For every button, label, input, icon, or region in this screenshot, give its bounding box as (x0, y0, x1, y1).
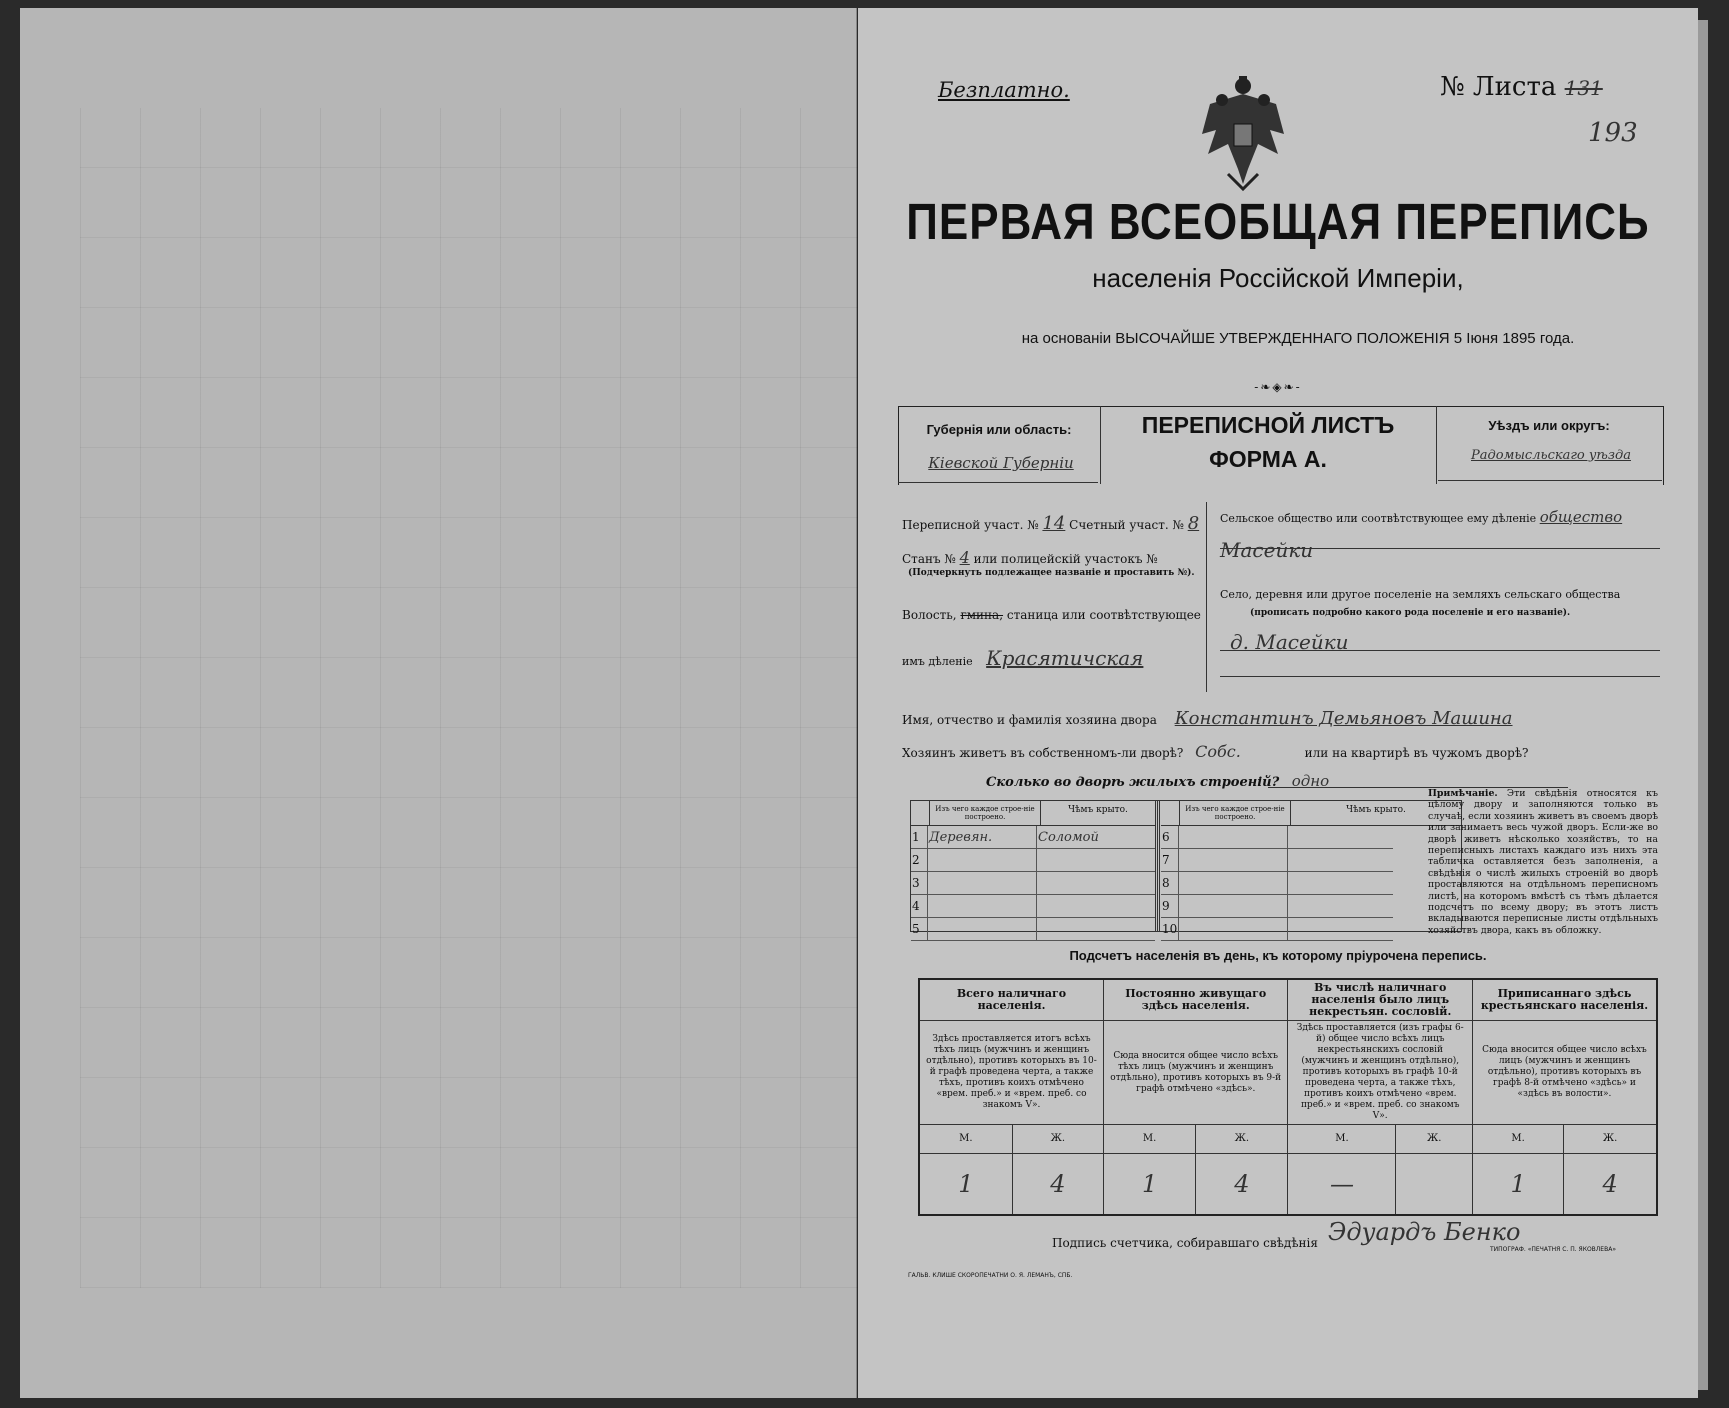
sheet-no-text: № Листа (1440, 72, 1557, 102)
count-value: 1 (1472, 1154, 1563, 1216)
census-section-field (902, 513, 1199, 534)
rule (1438, 480, 1662, 481)
material-header: Изъ чего каждое строе-ніе построено. (930, 801, 1041, 825)
village-value: д. Масейки (1230, 630, 1349, 654)
stan-value: 4 (959, 548, 970, 567)
count-value: — (1288, 1154, 1396, 1216)
note-text: Эти свѣдѣнія относятся къ цѣлому двору и заполняются только въ случаѣ, если хозяинъ живетъ въ своемъ дворѣ или занимаетъ весь чужой дворъ. Если-же во дворѣ живетъ нѣсколько хозяйствъ, то на переписныхъ листахъ каждаго изъ нихъ эта табличка оставляется безъ заполненія, а свѣдѣнія о числѣ жилыхъ строеній во дворѣ проставляются на отдѣльномъ переписномъ листѣ, на которомъ вмѣстѣ съ тѣмъ дѣлается подсчетъ по всему двору; въ этотъ листъ вкладываются переписные листы отдѣльныхъ хозяйствъ двора, какъ въ обложку. (1428, 788, 1658, 936)
count-value: 4 (1196, 1154, 1288, 1216)
sheet-title-2: ФОРМА А. (1209, 446, 1327, 472)
gmina-label: гмина, (960, 608, 1004, 622)
count-value: 1 (919, 1154, 1012, 1216)
volost-label: Волость, (902, 608, 957, 622)
stan-note: (Подчеркнуть подлежащее названіе и проставить №). (908, 568, 1195, 578)
table-row: 3 (911, 872, 1155, 895)
rule (1220, 650, 1660, 651)
count-value-row (919, 1154, 1657, 1216)
division-field (902, 646, 1143, 670)
ornament: -❧◈❧- (1254, 380, 1302, 394)
province-label: Губернія или область: (926, 422, 1072, 437)
count-value: 4 (1012, 1154, 1103, 1216)
double-headed-eagle-icon (1198, 74, 1288, 194)
volost-rest: станица или соотвѣтствующее (1006, 608, 1201, 622)
table-row: 2 (911, 849, 1155, 872)
village-label: Село, деревня или другое поселеніе на земляхъ сельскаго общества (1220, 588, 1621, 601)
sheet-title-1: ПЕРЕПИСНОЙ ЛИСТЪ (1141, 412, 1395, 438)
owner-name-field (902, 708, 1513, 729)
structures-rows-left (911, 826, 1155, 941)
rule (1220, 676, 1660, 677)
population-count-table (918, 978, 1658, 1216)
free-label: Безплатно. (938, 78, 1070, 102)
rule (1220, 548, 1660, 549)
form-main-title: ПЕРВАЯ ВСЕОБЩАЯ ПЕРЕПИСЬ (906, 194, 1650, 251)
page-edge (1698, 20, 1708, 1390)
province-value: Кіевской Губерніи (928, 454, 1074, 472)
buildings-label: Сколько во дворѣ жилыхъ строеній? (986, 775, 1280, 790)
left-page-blank (20, 8, 857, 1398)
count-title: Подсчетъ населенія въ день, къ которому пріурочена перепись. (1069, 948, 1487, 963)
roof-header: Чѣмъ крыто. (1346, 805, 1406, 815)
table-row: 8 (1161, 872, 1393, 895)
police-label: или полицейскій участокъ № (973, 552, 1158, 566)
society-value-1: общество (1539, 508, 1623, 526)
volost-value: Красятичская (986, 646, 1144, 670)
form-subtitle: населенія Россійской Имперіи, (1092, 263, 1464, 293)
district-value: Радомысльскаго уѣзда (1471, 448, 1631, 463)
owner-name-value: Константинъ Демьяновъ Машина (1174, 708, 1513, 729)
table-row: 9 (1161, 895, 1393, 918)
structures-table (910, 800, 1462, 936)
sheet-no-label (1440, 72, 1603, 102)
owner-lives-label: Хозяинъ живетъ въ собственномъ-ли дворѣ? (902, 746, 1184, 760)
count-value: 1 (1103, 1154, 1195, 1216)
table-row: 10 (1161, 918, 1393, 941)
buildings-value: одно (1291, 772, 1330, 790)
note-title: Примѣчаніе. (1428, 788, 1498, 799)
structures-note (1428, 788, 1658, 936)
census-section-label: Переписной участ. № (902, 518, 1039, 532)
table-row: 5 (911, 918, 1155, 941)
column-divider (1206, 502, 1207, 692)
society-field (1220, 508, 1622, 526)
division-label: имъ дѣленіе (902, 655, 973, 668)
roof-header: Чѣмъ крыто. (1068, 805, 1128, 815)
material-header: Изъ чего каждое строе-ніе построено. (1180, 801, 1291, 825)
structures-head-left (911, 801, 1155, 826)
rule (898, 482, 1098, 483)
count-value (1396, 1154, 1473, 1216)
census-form-page (858, 8, 1698, 1398)
volost-field (902, 608, 1201, 622)
owner-name-label: Имя, отчество и фамилія хозяина двора (902, 713, 1157, 727)
owner-rent-label: или на квартирѣ въ чужомъ дворѣ? (1304, 746, 1529, 760)
owner-lives-value: Собс. (1195, 742, 1241, 761)
divider (1159, 801, 1160, 931)
table-row: 6 (1161, 826, 1393, 849)
left-imprint: ГАЛЬВ. КЛИШЕ СКОРОПЕЧАТНИ О. Я. ЛЕМАНЪ, СПБ. (908, 1272, 1073, 1279)
divider (1155, 801, 1158, 931)
district-label: Уѣздъ или округъ: (1488, 418, 1610, 433)
owner-lives-field (902, 742, 1528, 761)
count-value: 4 (1564, 1154, 1657, 1216)
form-basis: на основаніи ВЫСОЧАЙШЕ УТВЕРЖДЕННАГО ПОЛОЖЕНІЯ 5 Іюня 1895 года. (1021, 330, 1575, 347)
right-imprint: ТИПОГРАФ. «ПЕЧАТНЯ С. П. ЯКОВЛЕВА» (1490, 1246, 1616, 1253)
table-row: 4 (911, 895, 1155, 918)
table-row: 7 (1161, 849, 1393, 872)
signature-label: Подпись счетчика, собиравшаго свѣдѣнія (1052, 1236, 1318, 1250)
village-note: (прописать подробно какого рода поселеніе и его названіе). (1250, 608, 1571, 618)
count-desc-row: Здѣсь проставляется итогъ всѣхъ тѣхъ лицъ (мужчинъ и женщинъ отдѣльно), противъ которыхъ въ 10-й графѣ проведена черта, а также тѣхъ, противъ коихъ отмѣчено «врем. преб.» и «врем. преб. со знакомъ V». Сюда вносится общее число всѣхъ тѣхъ лицъ (мужчинъ и женщинъ отдѣльно), противъ которыхъ въ 9-й графѣ отмѣчено «здѣсь». Здѣсь проставляется (изъ графы 6-й) общее число всѣхъ лицъ некрестьянскихъ сословій (мужчинъ и женщинъ отдѣльно), противъ которыхъ въ графѣ 10-й проведена черта, а также тѣхъ, противъ коихъ отмѣчено «врем. преб.» и «врем. преб. со знакомъ V». Сюда вносится общее число всѣхъ лицъ (мужчинъ и женщинъ отдѣльно), противъ которыхъ въ графѣ 8-й отмѣчено «здѣсь» и «здѣсь въ волости». (919, 1021, 1657, 1125)
corner-number: 193 (1588, 118, 1638, 148)
society-value-2: Масейки (1220, 538, 1314, 562)
faint-grid (80, 108, 870, 1288)
society-label: Сельское общество или соотвѣтствующее ему дѣленіе (1220, 512, 1537, 525)
count-header-row: Всего наличнаго населенія. Постоянно живущаго здѣсь населенія. Въ числѣ наличнаго населенія было лицъ некрестьян. сословій. Приписаннаго здѣсь крестьянскаго населенія. (919, 979, 1657, 1021)
count-section-label: Счетный участ. № (1069, 518, 1184, 532)
count-section-value: 8 (1187, 513, 1200, 534)
census-section-value: 14 (1042, 513, 1066, 534)
stan-field (902, 548, 1158, 567)
table-row: 1 Деревян. Соломой (911, 826, 1155, 849)
signature-value: Эдуардъ Бенко (1328, 1218, 1521, 1246)
structures-rows-right (1161, 826, 1393, 941)
stan-label: Станъ № (902, 552, 956, 566)
count-sex-row: М. Ж. М. Ж. М. Ж. М. Ж. (919, 1125, 1657, 1154)
structures-head-right (1161, 801, 1461, 826)
sheet-no-value: 131 (1564, 76, 1603, 100)
